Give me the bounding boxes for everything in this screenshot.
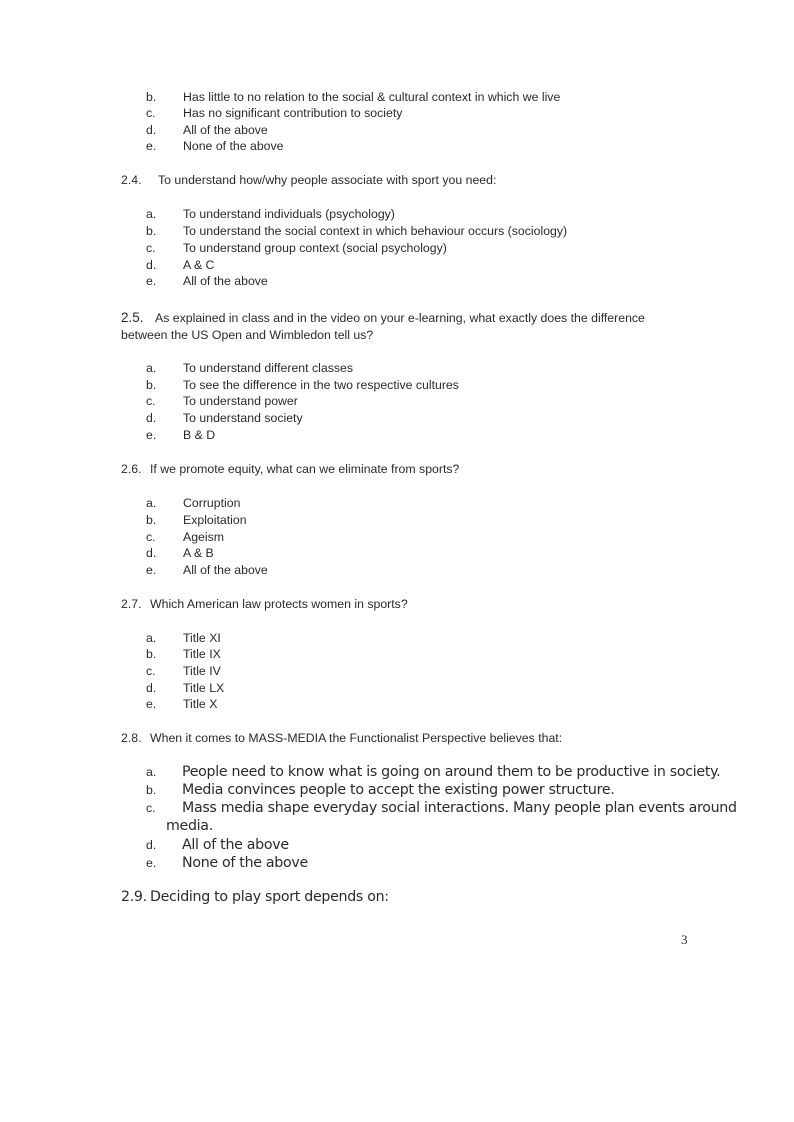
option-text: Title XI [183, 631, 221, 645]
option-letter: e. [146, 856, 157, 870]
option-letter: b. [146, 224, 157, 238]
option-text: Mass media shape everyday social interactions. Many people plan events around [182, 800, 737, 816]
question-number: 2.9. [121, 889, 147, 905]
option-letter: b. [146, 378, 157, 392]
option-letter: a. [146, 361, 157, 375]
question-text-continued: between the US Open and Wimbledon tell us? [121, 328, 374, 342]
page-number: 3 [681, 932, 688, 947]
option-text: To see the difference in the two respective cultures [183, 378, 459, 392]
option-text: Title IV [183, 664, 221, 678]
option-text: A & C [183, 258, 215, 272]
option-text: People need to know what is going on around them to be productive in society. [182, 764, 721, 780]
question-text: Deciding to play sport depends on: [150, 889, 389, 905]
option-text-continued: media. [166, 818, 213, 834]
option-letter: e. [146, 428, 157, 442]
option-text: Exploitation [183, 513, 247, 527]
question-text: When it comes to MASS-MEDIA the Functionalist Perspective believes that: [150, 731, 563, 745]
option-text: To understand group context (social psychology) [183, 241, 447, 255]
option-text: To understand individuals (psychology) [183, 207, 395, 221]
option-letter: e. [146, 697, 157, 711]
option-letter: d. [146, 411, 157, 425]
question-text: As explained in class and in the video on your e-learning, what exactly does the difference [155, 311, 645, 325]
option-letter: b. [146, 90, 157, 104]
option-letter: d. [146, 258, 157, 272]
option-letter: c. [146, 106, 156, 120]
option-letter: e. [146, 274, 157, 288]
option-letter: a. [146, 207, 157, 221]
question-number: 2.6. [121, 462, 142, 476]
option-letter: c. [146, 664, 156, 678]
option-letter: d. [146, 123, 157, 137]
option-letter: e. [146, 139, 157, 153]
option-text: All of the above [182, 837, 289, 853]
option-letter: b. [146, 647, 157, 661]
option-text: Has no significant contribution to society [183, 106, 403, 120]
option-text: Title IX [183, 647, 221, 661]
question-number: 2.5. [121, 310, 144, 325]
option-letter: c. [146, 530, 156, 544]
option-letter: c. [146, 801, 156, 815]
option-text: Has little to no relation to the social & cultural context in which we live [183, 90, 561, 104]
option-letter: b. [146, 783, 157, 797]
option-text: Media convinces people to accept the existing power structure. [182, 782, 615, 798]
option-text: Title LX [183, 681, 225, 695]
question-number: 2.7. [121, 597, 142, 611]
option-letter: d. [146, 681, 157, 695]
option-text: All of the above [183, 563, 268, 577]
option-letter: c. [146, 394, 156, 408]
question-number: 2.4. [121, 173, 142, 187]
option-letter: a. [146, 765, 157, 779]
option-text: B & D [183, 428, 216, 442]
question-text: To understand how/why people associate with sport you need: [158, 173, 497, 187]
option-text: To understand society [183, 411, 303, 425]
option-text: To understand different classes [183, 361, 353, 375]
option-text: All of the above [183, 123, 268, 137]
option-text: None of the above [182, 855, 308, 871]
option-letter: b. [146, 513, 157, 527]
option-text: To understand power [183, 394, 298, 408]
option-letter: a. [146, 631, 157, 645]
option-letter: a. [146, 496, 157, 510]
question-text: Which American law protects women in sports? [150, 597, 408, 611]
option-text: All of the above [183, 274, 268, 288]
option-letter: e. [146, 563, 157, 577]
question-number: 2.8. [121, 731, 142, 745]
option-text: Corruption [183, 496, 241, 510]
option-text: Ageism [183, 530, 225, 544]
option-letter: d. [146, 546, 157, 560]
option-text: A & B [183, 546, 214, 560]
option-letter: d. [146, 838, 157, 852]
question-text: If we promote equity, what can we eliminate from sports? [150, 462, 460, 476]
option-text: To understand the social context in which behaviour occurs (sociology) [183, 224, 568, 238]
option-letter: c. [146, 241, 156, 255]
option-text: None of the above [183, 139, 284, 153]
option-text: Title X [183, 697, 218, 711]
